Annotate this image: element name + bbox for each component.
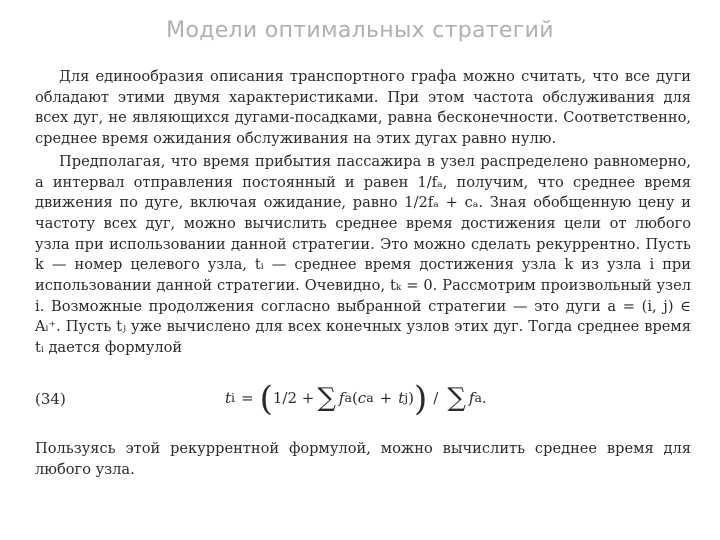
- eq-lhs: t: [225, 389, 232, 408]
- eq-c: c: [357, 389, 367, 408]
- eq-c-sub: a: [366, 390, 374, 406]
- eq-lhs-sub: i: [231, 390, 236, 406]
- eq-equals: =: [241, 389, 254, 408]
- document-body: [35, 67, 691, 480]
- eq-f-2: f: [468, 389, 475, 408]
- paragraph-1: Для единообразия описания транспортного графа можно считать, что все дуги обладают этими двумя характеристиками. При этом частота обслуживания для всех дуг, не являющихся дугами-посадками, равна бесконечности. Соответственно, среднее время ожидания обслуживания на этих дугах равно нулю.: [35, 68, 691, 148]
- eq-half: 1/2 +: [272, 389, 315, 408]
- eq-end: .: [481, 389, 487, 408]
- eq-f: f: [338, 389, 345, 408]
- eq-close-paren: ): [414, 378, 428, 419]
- slide-title: Модели оптимальных стратегий: [166, 18, 554, 43]
- eq-open-paren: (: [259, 378, 273, 419]
- eq-sum-2: ∑: [447, 383, 466, 414]
- eq-f-sub: a: [344, 390, 352, 406]
- formula-block: [35, 369, 691, 433]
- eq-slash: /: [433, 389, 439, 408]
- eq-t-sub: j: [404, 390, 409, 406]
- paragraph-2: Предполагая, что время прибытия пассажира в узел распределено равномерно, а интервал отправления постоянный и равен 1/fₐ, получим, что среднее время движения по дуге, включая ожидание, равно 1/2fₐ + cₐ. Зная обобщенную цену и частоту всех дуг, можно вычислить среднее время достижения цели от любого узла при использовании данной стратегии. Это можно сделать рекуррентно. Пусть k — номер целевого узла, tᵢ — среднее время достижения узла k из узла i при использовании данной стратегии. Очевидно, tₖ = 0. Рассмотрим произвольный узел i. Возможные продолжения согласно выбранной стратегии — это дуги a = (i, j) ∈ Aᵢ⁺. Пусть tⱼ уже вычислено для всех конечных узлов этих дуг. Тогда среднее время tᵢ дается формулой: [35, 152, 691, 357]
- equation: [225, 377, 487, 421]
- eq-sum: ∑: [317, 383, 336, 414]
- equation-number: (34): [35, 389, 66, 408]
- eq-inner-close: ): [408, 389, 415, 408]
- eq-t: t: [398, 389, 405, 408]
- eq-f-2-sub: a: [474, 390, 482, 406]
- eq-plus: +: [379, 389, 393, 408]
- closing-paragraph: Пользуясь этой рекуррентной формулой, можно вычислить среднее время для любого узла.: [35, 439, 691, 478]
- eq-inner-open: (: [351, 389, 358, 408]
